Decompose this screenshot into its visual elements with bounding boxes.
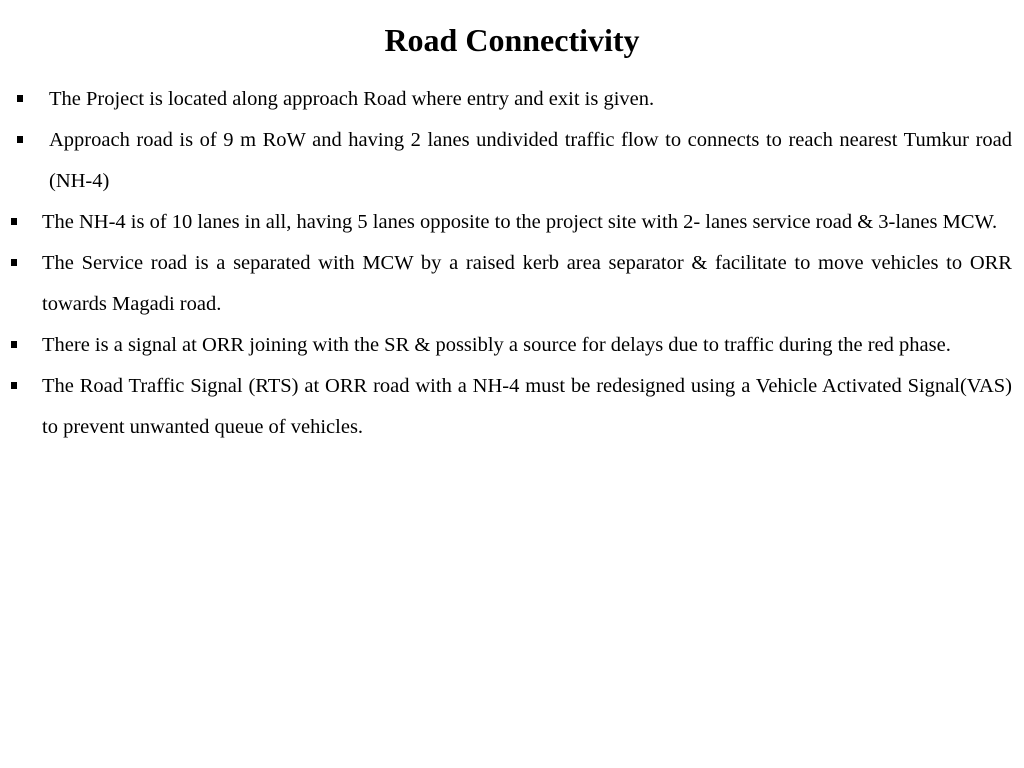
bullet-text: The Service road is a separated with MCW by a raised kerb area separator & facilitate to move vehicles to ORR towards Magadi road. [42,252,1012,315]
slide-title: Road Connectivity [384,22,640,58]
square-bullet-icon [11,382,17,389]
bullet-item [42,243,1012,325]
bullet-item [42,325,1012,366]
bullet-text: The Project is located along approach Road where entry and exit is given. [49,88,655,110]
bullet-text: There is a signal at ORR joining with the SR & possibly a source for delays due to traffic during the red phase. [42,334,951,356]
square-bullet-icon [17,95,23,102]
bullet-item [42,202,1012,243]
bullet-text: Approach road is of 9 m RoW and having 2 lanes undivided traffic flow to connects to reach nearest Tumkur road (NH-4) [49,129,1012,192]
bullet-list [0,79,1024,448]
bullet-text: The Road Traffic Signal (RTS) at ORR road with a NH-4 must be redesigned using a Vehicle Activated Signal(VAS) to prevent unwanted queue of vehicles. [42,375,1012,438]
square-bullet-icon [11,259,17,266]
bullet-item [49,120,1012,202]
square-bullet-icon [17,136,23,143]
bullet-item [49,79,1012,120]
square-bullet-icon [11,341,17,348]
bullet-text: The NH-4 is of 10 lanes in all, having 5 lanes opposite to the project site with 2- lanes service road & 3-lanes MCW. [42,211,998,233]
square-bullet-icon [11,218,17,225]
bullet-item [42,366,1012,448]
